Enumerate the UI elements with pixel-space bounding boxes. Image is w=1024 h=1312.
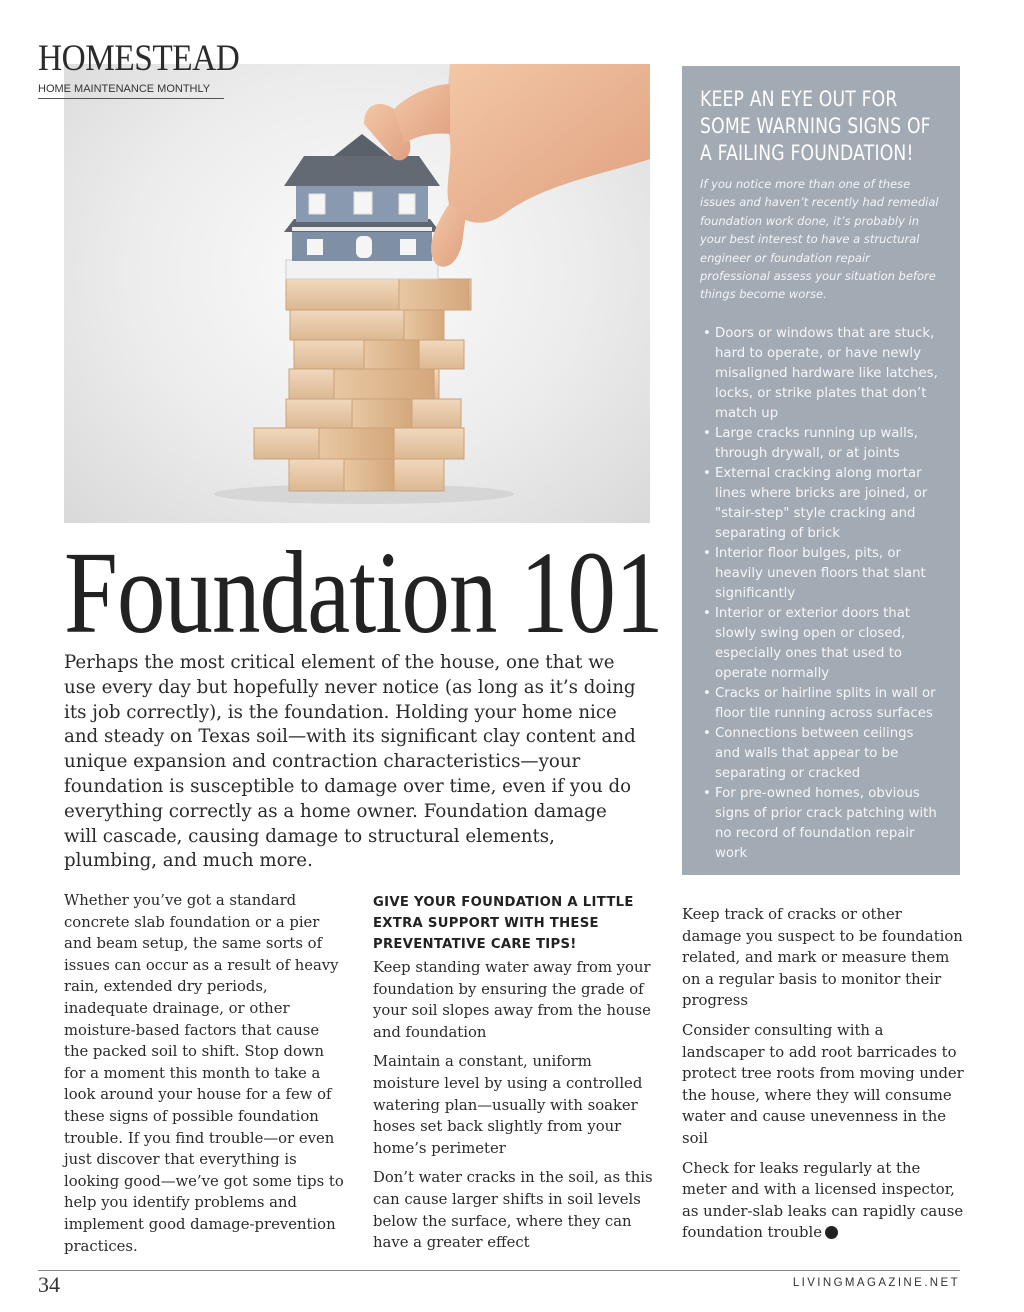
body-column-2 [373, 892, 659, 1262]
list-item: • For pre-owned homes, obvious signs of prior crack patching with no record of foundation repair work [700, 784, 942, 864]
tip-paragraph: Don’t water cracks in the soil, as this can cause larger shifts in soil levels below the surface, where they can have a greater effect [373, 1169, 653, 1252]
tip-paragraph: Keep standing water away from your foundation by ensuring the grade of your soil slopes away from the house and foundation [373, 959, 651, 1041]
masthead-title: HOMESTEAD [38, 38, 240, 79]
list-item: • Interior floor bulges, pits, or heavily uneven floors that slant significantly [700, 544, 942, 604]
footer-divider [38, 1270, 960, 1271]
masthead [38, 38, 240, 99]
article-intro: Perhaps the most critical element of the house, one that we use every day but hopefully never notice (as long as it’s doing its job correctly), is the foundation. Holding your home nice and steady on Texas soil—with its significant clay content and unique expansion and contraction characteristics—your foundation is susceptible to damage over time, even if you do everything correctly as a home owner. Foundation damage will cascade, causing damage to structural elements, plumbing, and much more. [64, 652, 636, 872]
body-column-3 [682, 904, 964, 1252]
list-item: • Large cracks running up walls, through drywall, or at joints [700, 424, 942, 464]
warning-signs-list [700, 324, 942, 864]
block-tower [254, 279, 471, 491]
hero-photo [64, 64, 650, 523]
sidebar-intro: If you notice more than one of these issues and haven’t recently had remedial foundation work done, it’s probably in your best interest to have a structural engineer or foundation repair professional assess your situation before things become worse. [700, 177, 939, 302]
magazine-end-mark-icon [825, 1226, 838, 1239]
list-item: • Doors or windows that are stuck, hard to operate, or have newly misaligned hardware like latches, locks, or strike plates that don’t match up [700, 324, 942, 424]
site-url: LIVINGMAGAZINE.NET [792, 1277, 960, 1289]
tip-paragraph: Consider consulting with a landscaper to add root barricades to protect tree roots from moving under the house, where they will consume water and cause unevenness in the soil [682, 1021, 964, 1147]
sidebar-title: KEEP AN EYE OUT FOR SOME WARNING SIGNS OF A FAILING FOUNDATION! [700, 87, 931, 165]
tips-heading: GIVE YOUR FOUNDATION A LITTLE EXTRA SUPPORT WITH THESE PREVENTATIVE CARE TIPS! [373, 895, 634, 952]
body-paragraph: Whether you’ve got a standard concrete slab foundation or a pier and beam setup, the same sorts of issues can occur as a result of heavy rain, extended dry periods, inadequate drainage, or other moisture-based factors that cause the packed soil to shift. Stop down for a moment this month to take a look around your house for a few of these signs of possible foundation trouble. If you find trouble—or even just discover that everything is looking good—we’ve got some tips to help you identify problems and implement good damage-prevention practices. [64, 892, 344, 1255]
page-number: 34 [38, 1272, 60, 1297]
tip-text: Check for leaks regularly at the meter and with a licensed inspector, as under-slab leaks can rapidly cause foundation trouble [682, 1159, 964, 1242]
list-item: • Interior or exterior doors that slowly swing open or closed, especially ones that used to operate normally [700, 604, 942, 684]
list-item: • Cracks or hairline splits in wall or floor tile running across surfaces [700, 684, 942, 724]
list-item: • Connections between ceilings and walls that appear to be separating or cracked [700, 724, 942, 784]
hand-house-jenga-illustration [64, 64, 650, 523]
masthead-subtitle: HOME MAINTENANCE MONTHLY [38, 83, 224, 99]
model-house [284, 134, 440, 279]
tip-paragraph [682, 1158, 964, 1244]
list-item: • External cracking along mortar lines where bricks are joined, or "stair-step" style cracking and separating of brick [700, 464, 942, 544]
tip-paragraph: Maintain a constant, uniform moisture level by using a controlled watering plan—usually with soaker hoses set back slightly from your home’s perimeter [373, 1053, 643, 1157]
body-column-1 [64, 890, 346, 1257]
warning-signs-sidebar [682, 66, 960, 875]
tip-paragraph: Keep track of cracks or other damage you suspect to be foundation related, and mark or measure them on a regular basis to monitor their progress [682, 906, 963, 1010]
article-headline: Foundation 101 [64, 527, 663, 658]
